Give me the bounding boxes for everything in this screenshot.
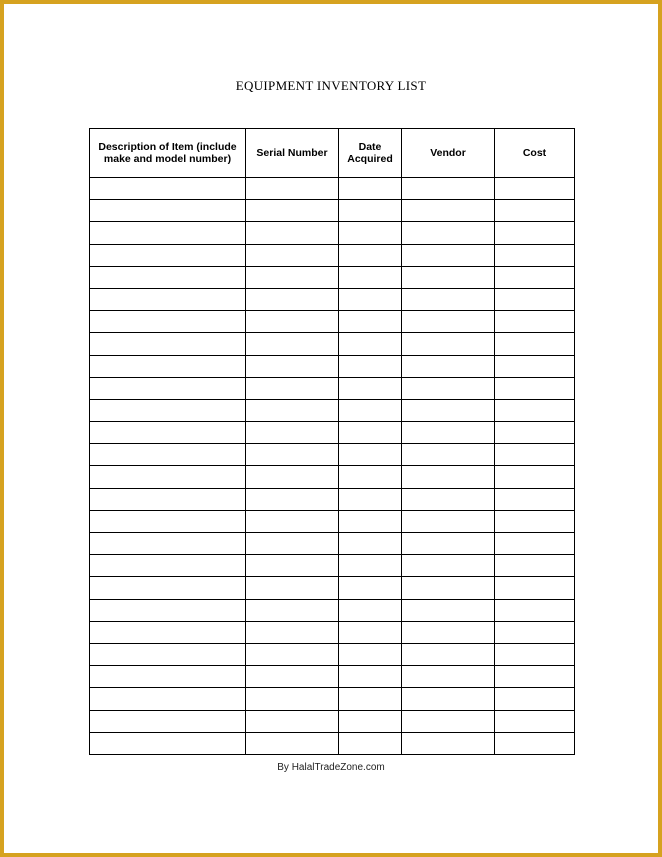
cell-date-acquired[interactable] [339, 466, 402, 488]
table-row [90, 688, 575, 710]
cell-serial-number[interactable] [246, 688, 339, 710]
cell-serial-number[interactable] [246, 333, 339, 355]
footer-credit: By HalalTradeZone.com [277, 762, 385, 773]
cell-date-acquired[interactable] [339, 643, 402, 665]
cell-serial-number[interactable] [246, 444, 339, 466]
cell-vendor[interactable] [402, 510, 495, 532]
cell-serial-number[interactable] [246, 266, 339, 288]
cell-description[interactable] [90, 377, 246, 399]
cell-cost[interactable] [495, 710, 575, 732]
cell-date-acquired[interactable] [339, 688, 402, 710]
table-row [90, 311, 575, 333]
cell-date-acquired[interactable] [339, 510, 402, 532]
table-row [90, 666, 575, 688]
table-row [90, 244, 575, 266]
table-row [90, 444, 575, 466]
cell-cost[interactable] [495, 466, 575, 488]
cell-cost[interactable] [495, 355, 575, 377]
cell-description[interactable] [90, 577, 246, 599]
cell-description[interactable] [90, 222, 246, 244]
cell-serial-number[interactable] [246, 200, 339, 222]
cell-description[interactable] [90, 643, 246, 665]
cell-cost[interactable] [495, 266, 575, 288]
cell-vendor[interactable] [402, 710, 495, 732]
table-row [90, 599, 575, 621]
table-row [90, 533, 575, 555]
cell-date-acquired[interactable] [339, 710, 402, 732]
column-header-vendor: Vendor [402, 129, 495, 178]
cell-serial-number[interactable] [246, 599, 339, 621]
cell-description[interactable] [90, 399, 246, 421]
cell-serial-number[interactable] [246, 311, 339, 333]
cell-cost[interactable] [495, 399, 575, 421]
cell-serial-number[interactable] [246, 710, 339, 732]
cell-vendor[interactable] [402, 244, 495, 266]
cell-description[interactable] [90, 244, 246, 266]
cell-vendor[interactable] [402, 466, 495, 488]
column-header-cost: Cost [495, 129, 575, 178]
table-row [90, 488, 575, 510]
cell-cost[interactable] [495, 200, 575, 222]
cell-description[interactable] [90, 355, 246, 377]
cell-cost[interactable] [495, 244, 575, 266]
cell-date-acquired[interactable] [339, 288, 402, 310]
document-title: EQUIPMENT INVENTORY LIST [235, 78, 427, 93]
cell-description[interactable] [90, 666, 246, 688]
table-row [90, 422, 575, 444]
cell-cost[interactable] [495, 732, 575, 754]
cell-serial-number[interactable] [246, 621, 339, 643]
cell-serial-number[interactable] [246, 510, 339, 532]
cell-date-acquired[interactable] [339, 732, 402, 754]
cell-serial-number[interactable] [246, 288, 339, 310]
table-row [90, 333, 575, 355]
column-header-serial-number: Serial Number [246, 129, 339, 178]
table-row [90, 288, 575, 310]
cell-vendor[interactable] [402, 333, 495, 355]
column-header-description: Description of Item (include make and model number) [90, 129, 246, 178]
cell-vendor[interactable] [402, 666, 495, 688]
cell-date-acquired[interactable] [339, 333, 402, 355]
cell-cost[interactable] [495, 643, 575, 665]
table-row [90, 266, 575, 288]
cell-cost[interactable] [495, 178, 575, 200]
cell-description[interactable] [90, 732, 246, 754]
table-body [90, 178, 575, 755]
cell-cost[interactable] [495, 688, 575, 710]
cell-serial-number[interactable] [246, 488, 339, 510]
cell-description[interactable] [90, 621, 246, 643]
table-row [90, 577, 575, 599]
cell-date-acquired[interactable] [339, 444, 402, 466]
cell-cost[interactable] [495, 311, 575, 333]
cell-cost[interactable] [495, 222, 575, 244]
cell-description[interactable] [90, 688, 246, 710]
cell-cost[interactable] [495, 488, 575, 510]
cell-description[interactable] [90, 200, 246, 222]
table-header-row [90, 129, 575, 178]
cell-serial-number[interactable] [246, 666, 339, 688]
cell-cost[interactable] [495, 577, 575, 599]
cell-vendor[interactable] [402, 599, 495, 621]
cell-vendor[interactable] [402, 422, 495, 444]
cell-cost[interactable] [495, 666, 575, 688]
cell-cost[interactable] [495, 422, 575, 444]
table-row [90, 643, 575, 665]
cell-serial-number[interactable] [246, 555, 339, 577]
table-row [90, 355, 575, 377]
cell-cost[interactable] [495, 621, 575, 643]
cell-vendor[interactable] [402, 222, 495, 244]
cell-date-acquired[interactable] [339, 555, 402, 577]
cell-serial-number[interactable] [246, 643, 339, 665]
cell-vendor[interactable] [402, 533, 495, 555]
cell-date-acquired[interactable] [339, 222, 402, 244]
cell-description[interactable] [90, 288, 246, 310]
cell-description[interactable] [90, 533, 246, 555]
cell-vendor[interactable] [402, 555, 495, 577]
cell-serial-number[interactable] [246, 577, 339, 599]
cell-cost[interactable] [495, 533, 575, 555]
table-row [90, 222, 575, 244]
cell-serial-number[interactable] [246, 399, 339, 421]
cell-cost[interactable] [495, 555, 575, 577]
cell-vendor[interactable] [402, 399, 495, 421]
cell-description[interactable] [90, 444, 246, 466]
cell-serial-number[interactable] [246, 178, 339, 200]
cell-vendor[interactable] [402, 178, 495, 200]
cell-serial-number[interactable] [246, 377, 339, 399]
cell-description[interactable] [90, 510, 246, 532]
cell-date-acquired[interactable] [339, 599, 402, 621]
cell-vendor[interactable] [402, 577, 495, 599]
cell-date-acquired[interactable] [339, 266, 402, 288]
cell-vendor[interactable] [402, 444, 495, 466]
table-row [90, 377, 575, 399]
cell-vendor[interactable] [402, 200, 495, 222]
table-row [90, 399, 575, 421]
cell-vendor[interactable] [402, 288, 495, 310]
cell-date-acquired[interactable] [339, 488, 402, 510]
cell-description[interactable] [90, 599, 246, 621]
cell-vendor[interactable] [402, 688, 495, 710]
table-row [90, 510, 575, 532]
cell-description[interactable] [90, 311, 246, 333]
cell-serial-number[interactable] [246, 422, 339, 444]
cell-description[interactable] [90, 466, 246, 488]
cell-date-acquired[interactable] [339, 577, 402, 599]
cell-cost[interactable] [495, 288, 575, 310]
cell-date-acquired[interactable] [339, 666, 402, 688]
inventory-table [89, 128, 575, 755]
cell-date-acquired[interactable] [339, 377, 402, 399]
cell-vendor[interactable] [402, 643, 495, 665]
cell-date-acquired[interactable] [339, 533, 402, 555]
cell-date-acquired[interactable] [339, 244, 402, 266]
cell-description[interactable] [90, 488, 246, 510]
cell-date-acquired[interactable] [339, 399, 402, 421]
table-row [90, 200, 575, 222]
cell-date-acquired[interactable] [339, 178, 402, 200]
cell-cost[interactable] [495, 377, 575, 399]
cell-serial-number[interactable] [246, 222, 339, 244]
cell-description[interactable] [90, 266, 246, 288]
cell-vendor[interactable] [402, 311, 495, 333]
table-row [90, 555, 575, 577]
table-row [90, 710, 575, 732]
column-header-date-acquired: Date Acquired [339, 129, 402, 178]
table-row [90, 466, 575, 488]
cell-vendor[interactable] [402, 266, 495, 288]
table-row [90, 178, 575, 200]
cell-date-acquired[interactable] [339, 621, 402, 643]
cell-date-acquired[interactable] [339, 422, 402, 444]
cell-date-acquired[interactable] [339, 200, 402, 222]
cell-serial-number[interactable] [246, 244, 339, 266]
cell-description[interactable] [90, 555, 246, 577]
cell-vendor[interactable] [402, 621, 495, 643]
cell-vendor[interactable] [402, 732, 495, 754]
cell-date-acquired[interactable] [339, 355, 402, 377]
cell-serial-number[interactable] [246, 466, 339, 488]
table-row [90, 732, 575, 754]
cell-serial-number[interactable] [246, 533, 339, 555]
cell-description[interactable] [90, 710, 246, 732]
cell-vendor[interactable] [402, 377, 495, 399]
cell-date-acquired[interactable] [339, 311, 402, 333]
cell-description[interactable] [90, 422, 246, 444]
cell-cost[interactable] [495, 599, 575, 621]
table-row [90, 621, 575, 643]
cell-serial-number[interactable] [246, 355, 339, 377]
cell-vendor[interactable] [402, 488, 495, 510]
cell-cost[interactable] [495, 333, 575, 355]
cell-cost[interactable] [495, 510, 575, 532]
cell-description[interactable] [90, 178, 246, 200]
cell-cost[interactable] [495, 444, 575, 466]
cell-description[interactable] [90, 333, 246, 355]
cell-vendor[interactable] [402, 355, 495, 377]
cell-serial-number[interactable] [246, 732, 339, 754]
